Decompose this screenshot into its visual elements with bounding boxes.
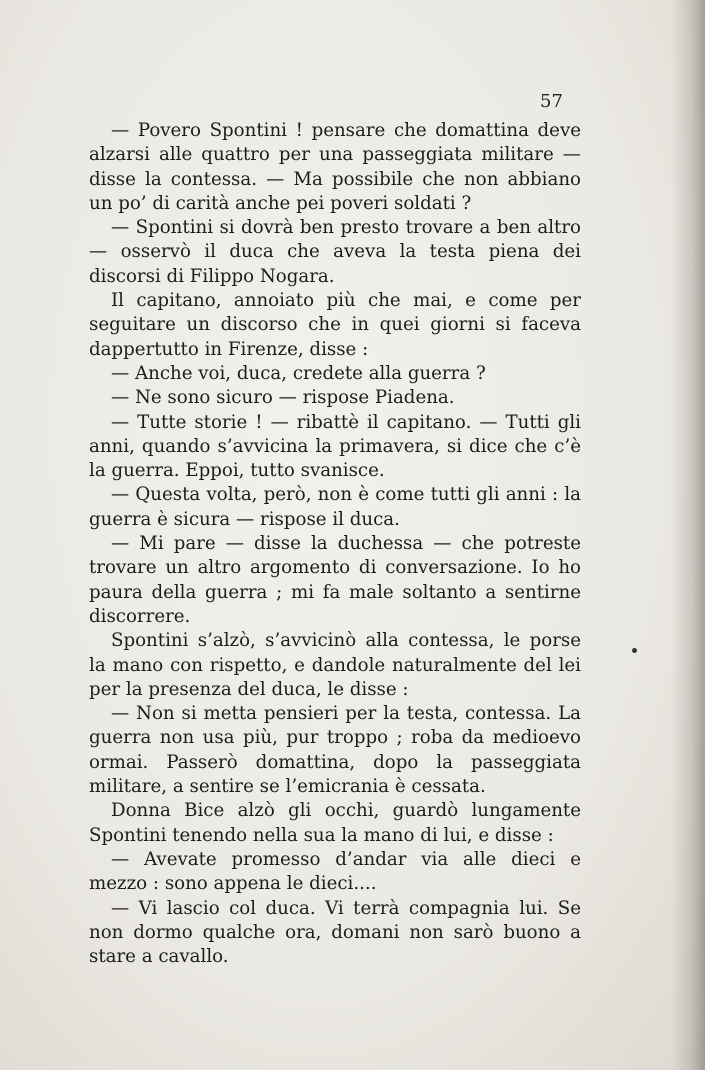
paragraph: — Tutte storie ! — ribattè il capitano. — Tutti gli anni, quando s’avvicina la primavera, si dice che c’è la guerra. Eppoi, tutto svanisce. <box>89 411 581 482</box>
paragraph: — Avevate promesso d’andar via alle dieci e mezzo : sono appena le dieci.... <box>89 848 581 895</box>
paragraph: — Non si metta pensieri per la testa, contessa. La guerra non usa più, pur troppo ; roba da medioevo ormai. Passerò domattina, dopo la passeggiata militare, a sentire se l’emicrania è cessata. <box>89 703 581 798</box>
paragraph: Spontini s’alzò, s’avvicinò alla contessa, le porse la mano con rispetto, e dandole naturalmente del lei per la presenza del duca, le disse : <box>89 630 581 700</box>
ink-speck <box>632 648 637 653</box>
paragraph: — Spontini si dovrà ben presto trovare a ben altro — osservò il duca che aveva la testa piena dei discorsi di Filippo Nogara. <box>89 217 581 287</box>
paragraph: — Mi pare — disse la duchessa — che potreste trovare un altro argomento di conversazione. Io ho paura della guerra ; mi fa male soltanto a sentirne discorrere. <box>89 533 581 627</box>
paragraph: — Vi lascio col duca. Vi terrà compagnia lui. Se non dormo qualche ora, domani non sarò buono a stare a cavallo. <box>89 897 581 968</box>
paragraph: — Anche voi, duca, credete alla guerra ? <box>111 362 486 384</box>
paragraph: — Ne sono sicuro — rispose Piadena. <box>111 387 455 409</box>
paragraph: — Questa volta, però, non è come tutti gli anni : la guerra è sicura — rispose il duca. <box>89 484 581 530</box>
page-spine-shadow <box>671 0 705 1070</box>
paragraph: Donna Bice alzò gli occhi, guardò lungamente Spontini tenendo nella sua la mano di lui, e disse : <box>89 800 581 846</box>
page-number: 57 <box>540 91 563 112</box>
paragraph: Il capitano, annoiato più che mai, e come per seguitare un discorso che in quei giorni si faceva dappertutto in Firenze, disse : <box>89 290 581 360</box>
body-text <box>89 119 581 969</box>
paragraph: — Povero Spontini ! pensare che domattina deve alzarsi alle quattro per una passeggiata militare — disse la contessa. — Ma possibile che non abbiano un po’ di carità anche pei poveri soldati ? <box>89 120 581 214</box>
